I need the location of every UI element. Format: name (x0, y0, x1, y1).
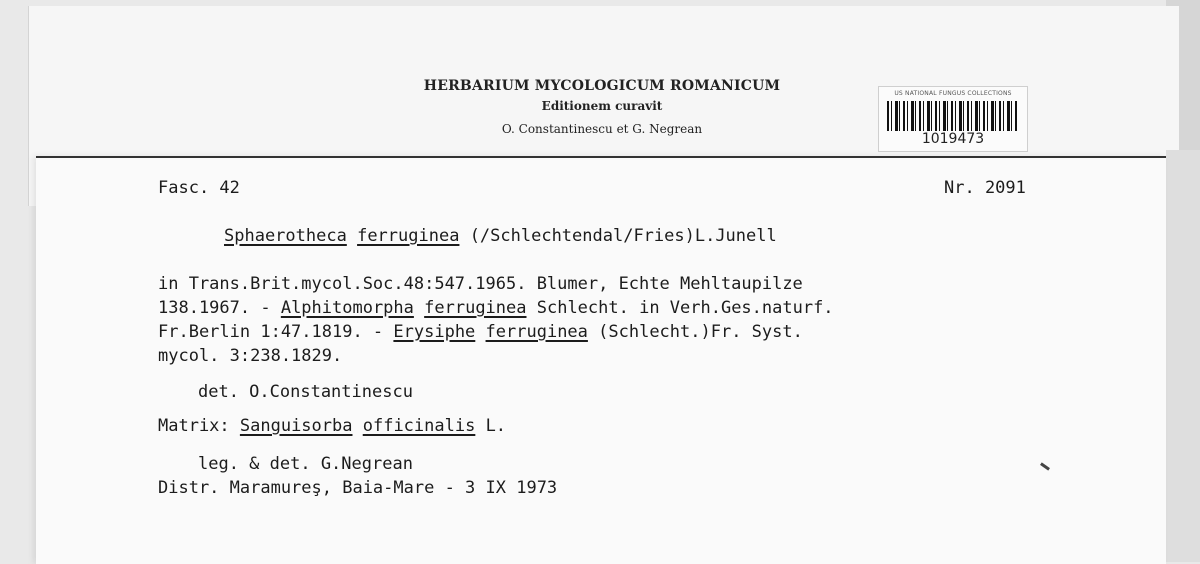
collector: leg. & det. G.Negrean (198, 454, 413, 474)
literature-line-3-suffix: (Schlecht.)Fr. Syst. (587, 322, 803, 342)
herbarium-header (402, 78, 802, 136)
distribution: Distr. Maramureş, Baia-Mare - 3 IX 1973 (158, 478, 558, 498)
fascicle-number: Fasc. 42 (158, 178, 240, 198)
barcode-number: 1019473 (921, 131, 985, 147)
literature-line-2 (158, 296, 834, 320)
matrix-prefix: Matrix: (158, 416, 240, 436)
matrix-host (158, 416, 506, 436)
literature-line-2-prefix: 138.1967. - (158, 298, 281, 318)
host-authority: L. (475, 416, 507, 436)
species-genus: Sphaerotheca (224, 226, 347, 246)
species-epithet: ferruginea (357, 226, 460, 246)
specimen-number: Nr. 2091 (944, 178, 1026, 198)
herbarium-editors: O. Constantinescu et G. Negrean (501, 122, 703, 136)
barcode-icon (887, 101, 1019, 131)
barcode-institution: US NATIONAL FUNGUS COLLECTIONS (894, 90, 1012, 97)
species-authority: (/Schlechtendal/Fries)L.Junell (469, 226, 777, 246)
barcode-label (878, 86, 1028, 152)
literature-line-3-prefix: Fr.Berlin 1:47.1819. - (158, 322, 394, 342)
sheet-right-edge (1166, 150, 1200, 562)
herbarium-subtitle: Editionem curavit (541, 99, 663, 113)
synonym-epithet-2: ferruginea (485, 322, 588, 342)
literature-line-1: in Trans.Brit.mycol.Soc.48:547.1965. Blumer, Echte Mehltaupilze (158, 274, 803, 294)
literature-line-3 (158, 320, 834, 344)
host-epithet: officinalis (362, 416, 476, 436)
synonym-epithet-1: ferruginea (424, 298, 527, 318)
determiner: det. O.Constantinescu (198, 382, 413, 402)
synonym-genus-erysiphe: Erysiphe (393, 322, 476, 342)
species-name (224, 226, 777, 246)
herbarium-title: HERBARIUM MYCOLOGICUM ROMANICUM (423, 78, 781, 94)
literature-line-2-suffix: Schlecht. in Verh.Ges.naturf. (526, 298, 834, 318)
synonym-genus-alphitomorpha: Alphitomorpha (280, 298, 414, 318)
host-genus: Sanguisorba (239, 416, 353, 436)
literature-line-4: mycol. 3:238.1829. (158, 346, 343, 366)
literature-citation (158, 272, 834, 368)
